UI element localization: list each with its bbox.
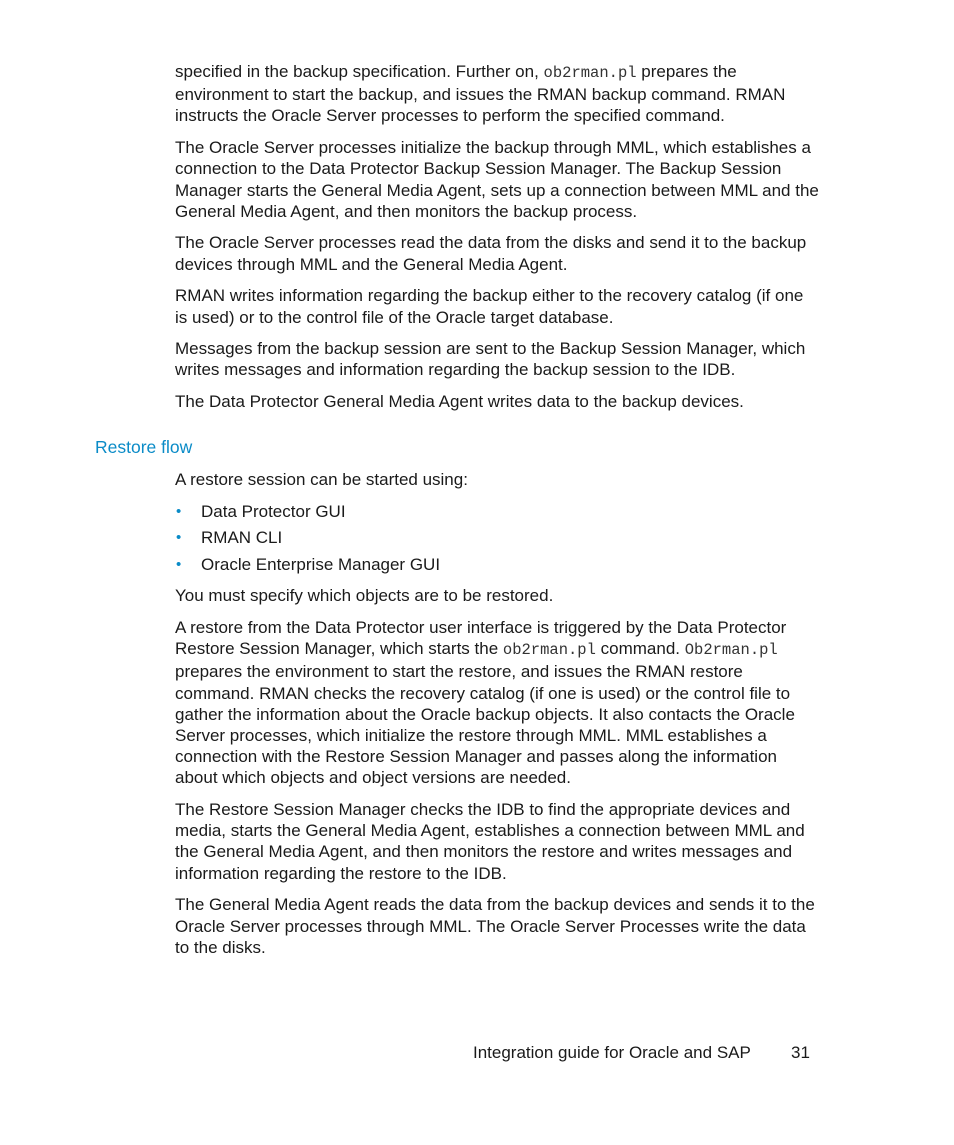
paragraph-rman-writes: RMAN writes information regarding the backup either to the recovery catalog (if one is used) or to the control file of the Oracle target database. <box>175 286 804 327</box>
code-ob2rman: ob2rman.pl <box>543 64 637 82</box>
list-item-label: Data Protector GUI <box>201 501 346 521</box>
list-item-label: Oracle Enterprise Manager GUI <box>201 554 441 574</box>
paragraph-specify-objects: You must specify which objects are to be restored. <box>175 586 554 606</box>
list-item-label: RMAN CLI <box>201 528 283 548</box>
list-item <box>175 527 820 548</box>
code-ob2rman-capitalized: Ob2rman.pl <box>684 641 778 660</box>
text-run: command. <box>595 639 685 659</box>
code-ob2rman: ob2rman.pl <box>502 641 596 660</box>
paragraph-gma-writes: The Data Protector General Media Agent writes data to the backup devices. <box>175 392 744 412</box>
text-run: prepares the environment to start the backup, and issues the RMAN backup command. RMAN instructs the Oracle Server processes to perform the specified command. <box>175 62 786 126</box>
text-run: A restore from the Data Protector user interface is triggered by the Data Protector Restore Session Manager, which starts the <box>175 617 787 659</box>
paragraph-restore-session-manager: The Restore Session Manager checks the IDB to find the appropriate devices and media, starts the General Media Agent, establishes a connection between MML and the General Media Agent, and then monitors the restore and writes messages and information regarding the restore to the IDB. <box>175 800 805 883</box>
footer-title: Integration guide for Oracle and SAP <box>473 1043 751 1062</box>
bullet-icon: • <box>176 502 182 520</box>
paragraph-read-data: The Oracle Server processes read the data from the disks and send it to the backup devices through MML and the General Media Agent. <box>175 233 807 274</box>
paragraph-restore-trigger <box>175 617 820 789</box>
page-number: 31 <box>791 1043 810 1062</box>
text-run: prepares the environment to start the restore, and issues the RMAN restore command. RMAN checks the recovery catalog (if one is used) or the control file to gather the information about the Oracle backup objects. It also contacts the Oracle Server processes, which initialize the restore through MML. MML establishes a connection with the Restore Session Manager and passes along the information about which objects and object versions are needed. <box>175 662 795 788</box>
paragraph-messages: Messages from the backup session are sent to the Backup Session Manager, which writes messages and information regarding the backup session to the IDB. <box>175 339 806 380</box>
bullet-icon: • <box>176 555 182 573</box>
paragraph-gma-reads: The General Media Agent reads the data from the backup devices and sends it to the Oracle Server processes through MML. The Oracle Server Processes write the data to the disks. <box>175 895 815 957</box>
list-item <box>175 554 820 575</box>
paragraph-backup-spec <box>175 61 820 127</box>
bullet-icon: • <box>176 529 182 547</box>
paragraph-initialize-backup: The Oracle Server processes initialize the backup through MML, which establishes a connection to the Data Protector Backup Session Manager. The Backup Session Manager starts the General Media Agent, sets up a connection between MML and the General Media Agent, and then monitors the backup process. <box>175 138 819 221</box>
paragraph-restore-intro: A restore session can be started using: <box>175 470 468 489</box>
backup-flow-continued <box>175 61 820 423</box>
restore-flow-section <box>175 469 820 968</box>
restore-methods-list <box>175 501 820 575</box>
section-heading-restore-flow: Restore flow <box>95 437 193 457</box>
text-run: specified in the backup specification. Further on, <box>175 62 544 81</box>
list-item <box>175 501 820 522</box>
